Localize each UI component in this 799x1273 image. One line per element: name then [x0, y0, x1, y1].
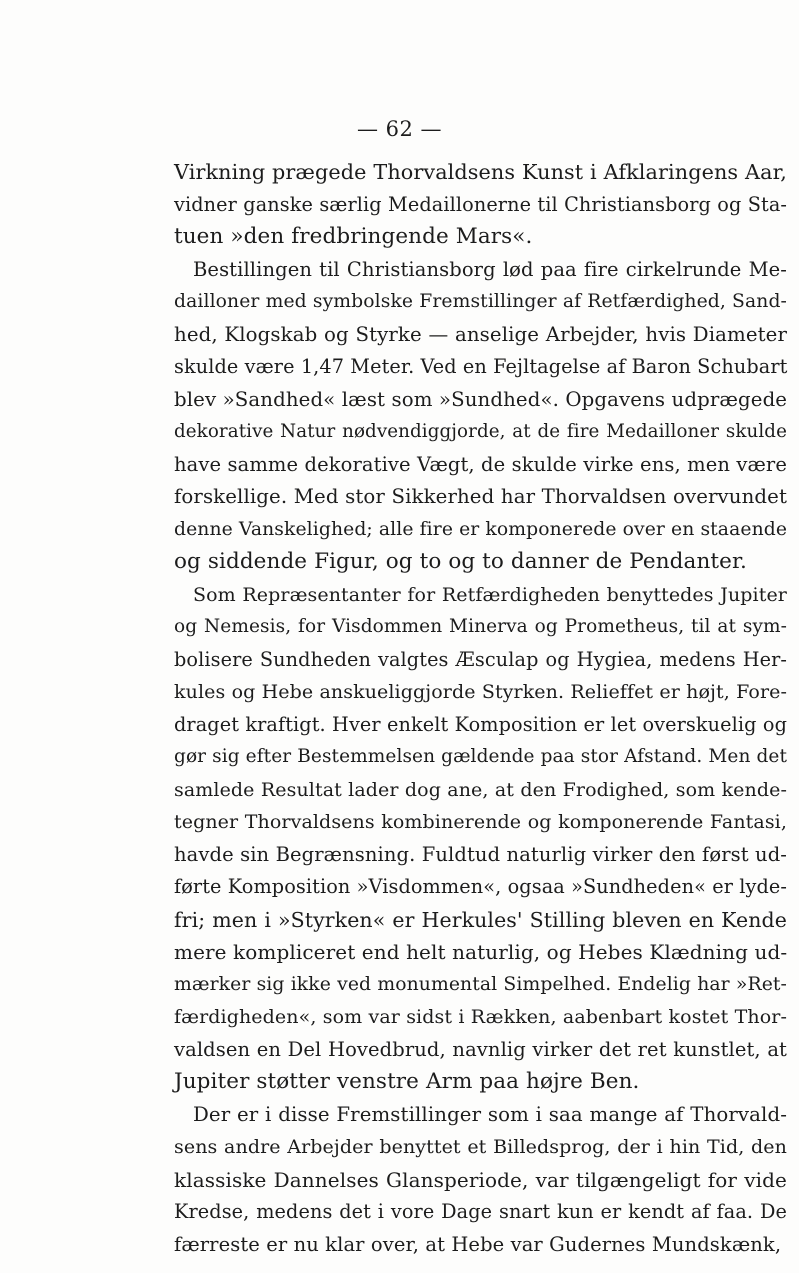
text-line: dekorative Natur nødvendiggjorde, at de fire Medailloner skulde	[174, 421, 787, 442]
text-line: gør sig efter Bestemmelsen gældende paa stor Afstand. Men det	[174, 746, 787, 767]
text-line: fri; men i »Styrken« er Herkules' Stilling bleven en Kende	[174, 907, 787, 932]
text-line: draget kraftigt. Hver enkelt Komposition er let overskuelig og	[174, 712, 787, 736]
text-line: forskellige. Med stor Sikkerhed har Thorvaldsen overvundet	[174, 485, 787, 508]
text-line: Bestillingen til Christiansborg lød paa fire cirkelrunde Me-	[193, 257, 787, 281]
text-line: Jupiter støtter venstre Arm paa højre Ben.	[174, 1069, 640, 1094]
text-line: blev »Sandhed« læst som »Sundhed«. Opgavens udprægede	[174, 387, 788, 411]
text-line: Kredse, medens det i vore Dage snart kun er kendt af faa. De	[174, 1200, 787, 1223]
text-line: vidner ganske særlig Medaillonerne til Christiansborg og Sta-	[174, 192, 787, 216]
text-line: tuen »den fredbringende Mars«.	[174, 224, 533, 249]
text-line: bolisere Sundheden valgtes Æsculap og Hygiea, medens Her-	[174, 647, 787, 671]
text-line: Virkning prægede Thorvaldsens Kunst i Afklaringens Aar,	[174, 160, 787, 184]
text-line: færdigheden«, som var sidst i Rækken, aabenbart kostet Thor-	[174, 1006, 787, 1028]
paragraph	[174, 1099, 787, 1262]
text-line: og Nemesis, for Visdommen Minerva og Prometheus, til at sym-	[174, 616, 787, 637]
paragraph	[174, 579, 787, 1099]
paragraph	[174, 254, 787, 579]
paragraph	[174, 156, 787, 254]
text-line: tegner Thorvaldsens kombinerende og komponerende Fantasi,	[174, 811, 787, 833]
text-line: Der er i disse Fremstillinger som i saa mange af Thorvald-	[193, 1102, 787, 1126]
text-line: havde sin Begrænsning. Fuldtud naturlig virker den først ud-	[174, 842, 787, 866]
body-text	[174, 156, 787, 1261]
text-line: hed, Klogskab og Styrke — anselige Arbejder, hvis Diameter	[174, 322, 787, 346]
text-line: klassiske Dannelses Glansperiode, var tilgængeligt for vide	[174, 1167, 787, 1192]
text-line: mærker sig ikke ved monumental Simpelhed. Endelig har »Ret-	[174, 973, 787, 995]
text-line: samlede Resultat lader dog ane, at den Frodighed, som kende-	[174, 778, 787, 801]
text-line: dailloner med symbolske Fremstillinger af Retfærdighed, Sand-	[174, 291, 787, 312]
text-line: sens andre Arbejder benyttet et Billedsprog, der i hin Tid, den	[174, 1136, 787, 1158]
text-line: førte Komposition »Visdommen«, ogsaa »Sundheden« er lyde-	[174, 875, 787, 898]
text-line: have samme dekorative Vægt, de skulde virke ens, men være	[174, 452, 787, 476]
text-line: kules og Hebe anskueliggjorde Styrken. Relieffet er højt, Fore-	[174, 681, 787, 703]
text-line: Som Repræsentanter for Retfærdigheden benyttedes Jupiter	[193, 583, 787, 606]
text-line: valdsen en Del Hovedbrud, navnlig virker det ret kunstlet, at	[174, 1037, 787, 1061]
text-line: og siddende Figur, og to og to danner de Pendanter.	[174, 549, 747, 574]
text-line: skulde være 1,47 Meter. Ved en Fejltagelse af Baron Schubart	[174, 355, 788, 378]
text-line: færreste er nu klar over, at Hebe var Gudernes Mundskænk,	[174, 1232, 782, 1256]
page-number: — 62 —	[356, 117, 443, 141]
text-line: denne Vanskelighed; alle fire er komponerede over en staaende	[174, 518, 788, 540]
text-line: mere kompliceret end helt naturlig, og Hebes Klædning ud-	[174, 940, 788, 964]
